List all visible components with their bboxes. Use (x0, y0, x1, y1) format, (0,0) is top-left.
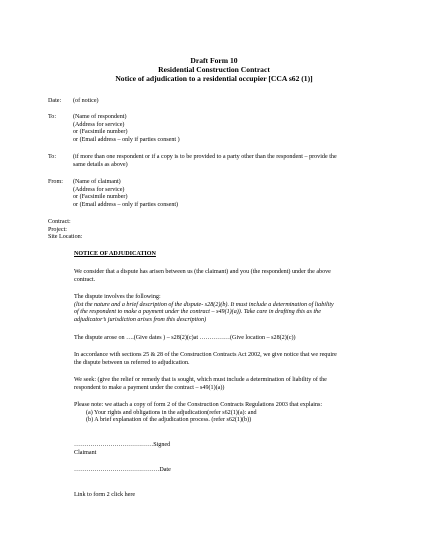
to-label-2: To: (48, 154, 57, 160)
claimant-label: Claimant (74, 450, 97, 456)
respondent-address: (Address for service) (73, 121, 125, 128)
form-subtitle: Residential Construction Contract (158, 65, 270, 74)
date-value: (of notice) (73, 98, 99, 104)
project-label: Project: (48, 226, 67, 233)
from-label: From: (48, 179, 63, 185)
signature-line: …………………………………Signed (74, 442, 171, 448)
respondent-name: (Name of respondent) (73, 114, 127, 120)
relief-sought-line2: respondent to make a payment under the contract – s49(1)(a)) (74, 384, 225, 391)
dispute-instructions-line1: (list the nature and a brief description of the dispute- s28(2)(b). It must include a determination of liability (74, 301, 334, 308)
site-location-label: Site Location: (48, 234, 83, 241)
dispute-intro: The dispute involves the following: (74, 294, 161, 300)
list-item-a: (a) Your rights and obligations in the adjudication(refer s62(1)(a): and (86, 409, 257, 416)
paragraph-dispute-line2: contract. (74, 276, 96, 283)
date-line: ……………………………………Date (74, 467, 171, 473)
date-label: Date: (48, 98, 62, 104)
list-item-b: (b) A brief explanation of the adjudication process. (refer s62(1)(b)) (86, 417, 252, 424)
paragraph-dispute-line1: We consider that a dispute has arisen between us (the claimant) and you (the respondent) under the above (74, 269, 331, 275)
dispute-instructions-line3: adjudicator’s jurisdiction arises from this description) (74, 316, 207, 323)
form2-link[interactable]: Link to form 2 click here (74, 492, 136, 498)
claimant-address: (Address for service) (73, 186, 125, 193)
respondent-fax: or (Facsimile number) (73, 129, 128, 136)
act-notice-line2: the dispute between us referred to adjudication. (74, 359, 190, 366)
respondent-email: or (Email address – only if parties consent ) (73, 136, 180, 143)
claimant-fax: or (Facsimile number) (73, 194, 128, 201)
claimant-name: (Name of claimant) (73, 179, 121, 185)
to-label: To: (48, 114, 57, 120)
contract-label: Contract: (48, 219, 71, 225)
additional-recipient-note-cont: same details as above) (73, 161, 128, 168)
document-header (0, 56, 428, 83)
notice-heading: NOTICE OF ADJUDICATION (74, 251, 156, 257)
dispute-date-location: The dispute arose on ….(Give dates ) – s28(2)(c)at ……………(Give location – s28(2)(c)) (74, 335, 296, 341)
additional-recipient-note: (if more than one respondent or if a copy is to be provided to a party other than the respondent – provide the (73, 154, 337, 160)
claimant-email: or (Email address – only if parties consent) (73, 201, 179, 208)
form-number: Draft Form 10 (190, 56, 238, 65)
form-title: Notice of adjudication to a residential occupier [CCA s62 (1)] (115, 74, 313, 83)
dispute-instructions-line2: of the respondent to make a payment under the contract – s49(1)(a)). Take care in drafting this as the (74, 309, 321, 316)
act-notice-line1: In accordance with sections 25 & 28 of the Construction Contracts Act 2002, we give notice that we require (74, 352, 337, 358)
relief-sought-line1: We seek: (give the relief or remedy that is sought, which must include a determination of liability of the (74, 377, 327, 383)
attachment-note: Please note: we attach a copy of form 2 of the Construction Contracts Regulations 2003 that explains: (74, 402, 323, 408)
